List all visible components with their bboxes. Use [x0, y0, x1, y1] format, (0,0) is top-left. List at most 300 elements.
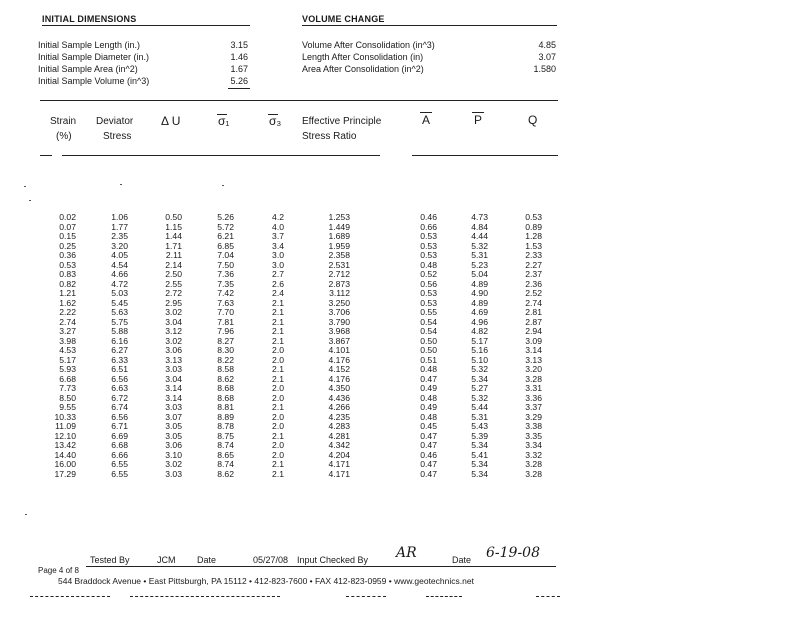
table-cell-strain: 9.55: [59, 402, 76, 412]
table-cell-sigma1: 7.50: [217, 259, 234, 270]
table-cell-du: 3.10: [165, 449, 182, 460]
table-cell-a: 0.47: [420, 468, 437, 479]
col-q-header: Q: [528, 113, 538, 127]
table-cell-a: 0.47: [420, 373, 437, 384]
table-cell-sigma3: 2.0: [272, 392, 284, 403]
table-cell-sigma3: 2.1: [272, 307, 284, 317]
table-cell-deviator: 4.54: [111, 259, 128, 270]
table-cell-sigma1: 8.68: [217, 383, 234, 393]
table-cell-sigma3: 2.7: [272, 269, 284, 279]
section-divider: [40, 100, 558, 101]
table-cell-sigma1: 7.63: [217, 297, 234, 308]
header-rule-right: [412, 155, 558, 156]
table-cell-sigma1: 5.72: [217, 221, 234, 232]
table-cell-a: 0.48: [420, 364, 437, 374]
column-strain: [42, 213, 76, 479]
volume-change-header: VOLUME CHANGE: [302, 14, 385, 24]
table-cell-deviator: 5.88: [111, 326, 128, 336]
table-cell-sigma3: 2.6: [272, 278, 284, 289]
table-cell-strain: 7.73: [59, 383, 76, 393]
table-cell-sigma3: 2.1: [272, 373, 284, 384]
table-cell-deviator: 6.27: [111, 345, 128, 355]
p-overbar: [472, 112, 484, 113]
table-cell-du: 3.04: [165, 316, 182, 327]
table-cell-p: 4.82: [471, 326, 488, 336]
initial-volume-value: 5.26: [230, 76, 248, 86]
table-cell-p: 5.17: [471, 335, 488, 346]
table-cell-du: 1.71: [165, 240, 182, 251]
length-after-label: Length After Consolidation (in): [302, 52, 424, 62]
table-cell-strain: 0.15: [59, 231, 76, 241]
table-cell-ratio: 4.266: [328, 402, 350, 412]
company-address: 544 Braddock Avenue • East Pittsburgh, PA 15112 • 412-823-7600 • FAX 412-823-0959 • www.geotechnics.net: [58, 576, 474, 586]
col-du-header: Δ U: [161, 114, 181, 128]
table-cell-q: 2.81: [525, 307, 542, 317]
table-cell-deviator: 6.68: [111, 440, 128, 450]
scan-speck: [24, 186, 26, 187]
table-cell-deviator: 6.71: [111, 421, 128, 431]
table-cell-q: 1.53: [525, 240, 542, 251]
col-sigma1-header: σ₁: [218, 114, 230, 128]
sigma1-overbar: [217, 114, 227, 115]
table-cell-p: 4.89: [471, 297, 488, 308]
table-cell-sigma3: 2.0: [272, 421, 284, 431]
table-cell-p: 5.39: [471, 430, 488, 441]
table-cell-sigma3: 2.0: [272, 345, 284, 355]
table-cell-sigma3: 4.2: [272, 212, 284, 222]
table-cell-p: 5.31: [471, 411, 488, 422]
table-cell-deviator: 5.45: [111, 297, 128, 308]
table-cell-du: 3.03: [165, 364, 182, 374]
table-cell-a: 0.48: [420, 259, 437, 270]
table-cell-sigma1: 8.65: [217, 449, 234, 460]
table-cell-sigma3: 2.1: [272, 335, 284, 346]
table-cell-du: 1.44: [165, 231, 182, 241]
table-cell-p: 5.10: [471, 354, 488, 365]
table-cell-sigma1: 7.04: [217, 250, 234, 260]
bottom-rule-2: [130, 596, 280, 597]
table-cell-p: 5.43: [471, 421, 488, 431]
table-cell-sigma1: 8.74: [217, 440, 234, 450]
table-cell-strain: 1.21: [59, 288, 76, 298]
table-cell-ratio: 4.176: [328, 354, 350, 365]
table-cell-a: 0.53: [420, 250, 437, 260]
table-cell-a: 0.45: [420, 421, 437, 431]
table-cell-sigma1: 8.22: [217, 354, 234, 365]
table-cell-q: 3.28: [525, 459, 542, 469]
table-cell-p: 5.41: [471, 449, 488, 460]
table-cell-sigma3: 2.4: [272, 288, 284, 298]
area-after-value: 1.580: [533, 64, 556, 74]
col-ratio-sub: Stress Ratio: [302, 131, 357, 142]
table-cell-q: 2.87: [525, 316, 542, 327]
table-cell-p: 5.34: [471, 459, 488, 469]
col-strain-unit: (%): [56, 131, 72, 142]
table-cell-a: 0.47: [420, 459, 437, 469]
table-cell-du: 3.06: [165, 440, 182, 450]
table-cell-q: 3.20: [525, 364, 542, 374]
table-cell-sigma3: 3.0: [272, 250, 284, 260]
column-p: [460, 213, 488, 479]
page-number: Page 4 of 8: [38, 566, 79, 575]
table-cell-a: 0.50: [420, 345, 437, 355]
table-cell-ratio: 1.449: [328, 221, 350, 232]
table-cell-du: 2.11: [165, 250, 182, 260]
table-cell-du: 1.15: [165, 221, 182, 232]
table-cell-deviator: 2.35: [111, 231, 128, 241]
table-cell-deviator: 6.56: [111, 411, 128, 422]
table-cell-du: 2.14: [165, 259, 182, 270]
table-cell-q: 3.09: [525, 335, 542, 346]
table-cell-a: 0.55: [420, 307, 437, 317]
table-cell-sigma3: 2.1: [272, 297, 284, 308]
table-cell-sigma3: 3.7: [272, 231, 284, 241]
table-cell-q: 2.33: [525, 250, 542, 260]
table-cell-a: 0.53: [420, 288, 437, 298]
table-cell-ratio: 3.112: [329, 288, 350, 298]
table-cell-sigma3: 2.0: [272, 440, 284, 450]
table-cell-strain: 5.17: [59, 354, 76, 365]
table-cell-ratio: 4.171: [328, 459, 350, 469]
table-cell-ratio: 4.101: [328, 345, 350, 355]
table-cell-a: 0.53: [420, 231, 437, 241]
table-cell-ratio: 3.867: [328, 335, 350, 346]
table-cell-p: 5.04: [471, 269, 488, 279]
table-cell-sigma3: 2.1: [272, 430, 284, 441]
table-cell-ratio: 4.171: [328, 468, 350, 479]
table-cell-a: 0.47: [420, 440, 437, 450]
table-cell-a: 0.46: [420, 212, 437, 222]
table-cell-sigma1: 8.58: [217, 364, 234, 374]
volume-header-rule: [302, 25, 557, 26]
table-cell-q: 3.28: [525, 468, 542, 479]
tested-date-label: Date: [197, 555, 217, 565]
column-a: [412, 213, 437, 479]
table-cell-deviator: 6.55: [111, 459, 128, 469]
table-cell-deviator: 3.20: [111, 240, 128, 251]
table-cell-sigma3: 2.0: [272, 383, 284, 393]
table-cell-ratio: 4.176: [328, 373, 350, 384]
table-cell-p: 4.96: [471, 316, 488, 327]
table-cell-p: 4.84: [471, 221, 488, 232]
table-cell-sigma1: 8.62: [217, 468, 234, 479]
table-cell-ratio: 3.706: [328, 307, 350, 317]
table-cell-du: 3.05: [165, 430, 182, 441]
sigma3-overbar: [268, 114, 278, 115]
checked-by-signature: AR: [396, 545, 417, 561]
table-cell-sigma1: 7.81: [217, 316, 234, 327]
table-cell-q: 3.32: [525, 449, 542, 460]
column-sigma1: [202, 213, 234, 479]
col-a-header: A: [422, 113, 431, 127]
table-cell-du: 3.12: [165, 326, 182, 336]
table-cell-a: 0.56: [420, 278, 437, 289]
table-cell-ratio: 1.959: [328, 240, 350, 251]
table-cell-strain: 3.27: [59, 326, 76, 336]
table-cell-sigma1: 8.81: [217, 402, 234, 412]
table-cell-deviator: 6.55: [111, 468, 128, 479]
col-p-header: P: [474, 113, 483, 127]
table-cell-deviator: 6.56: [111, 373, 128, 384]
table-cell-sigma1: 8.62: [217, 373, 234, 384]
table-cell-sigma1: 8.30: [217, 345, 234, 355]
table-cell-strain: 16.00: [54, 459, 76, 469]
table-cell-sigma1: 8.27: [217, 335, 234, 346]
table-cell-du: 3.02: [165, 459, 182, 469]
scan-speck: [120, 184, 122, 185]
table-cell-strain: 0.36: [59, 250, 76, 260]
table-cell-q: 0.89: [525, 221, 542, 232]
bottom-rule-5: [536, 596, 560, 597]
table-cell-du: 3.02: [165, 335, 182, 346]
table-cell-ratio: 3.790: [328, 316, 350, 327]
a-overbar: [420, 112, 432, 113]
table-cell-p: 4.69: [471, 307, 488, 317]
column-deviator: [96, 213, 128, 479]
table-cell-du: 2.50: [165, 269, 182, 279]
vol-after-label: Volume After Consolidation (in^3): [302, 40, 435, 50]
table-cell-q: 2.37: [525, 269, 542, 279]
initial-dimensions-header: INITIAL DIMENSIONS: [42, 14, 137, 24]
initial-length-label: Initial Sample Length (in.): [38, 40, 141, 50]
table-cell-du: 3.14: [165, 383, 182, 393]
table-cell-ratio: 3.968: [328, 326, 350, 336]
table-cell-du: 2.55: [165, 278, 182, 289]
initial-area-value: 1.67: [230, 64, 248, 74]
table-cell-du: 3.05: [165, 421, 182, 431]
table-cell-q: 3.34: [525, 440, 542, 450]
table-cell-sigma1: 8.78: [217, 421, 234, 431]
table-cell-du: 3.02: [165, 307, 182, 317]
table-cell-ratio: 1.253: [328, 212, 350, 222]
table-cell-a: 0.66: [420, 221, 437, 232]
table-cell-deviator: 6.51: [111, 364, 128, 374]
header-rule-short: [40, 155, 52, 156]
table-cell-sigma3: 2.1: [272, 459, 284, 469]
table-cell-ratio: 2.873: [328, 278, 350, 289]
column-du: [150, 213, 182, 479]
table-cell-q: 3.28: [525, 373, 542, 384]
table-cell-deviator: 6.74: [111, 402, 128, 412]
table-cell-q: 3.13: [525, 354, 542, 365]
col-deviator-sub: Stress: [103, 131, 132, 142]
table-cell-a: 0.53: [420, 297, 437, 308]
initial-header-rule: [42, 25, 250, 26]
table-cell-du: 3.03: [165, 402, 182, 412]
table-cell-q: 3.29: [525, 411, 542, 422]
table-cell-deviator: 6.33: [111, 354, 128, 365]
table-cell-deviator: 6.66: [111, 449, 128, 460]
table-cell-sigma3: 3.4: [272, 240, 284, 251]
table-cell-ratio: 3.250: [328, 297, 350, 308]
scan-speck: [29, 200, 31, 201]
col-deviator-header: Deviator: [96, 116, 134, 127]
table-cell-p: 5.23: [471, 259, 488, 270]
table-cell-deviator: 5.03: [111, 288, 128, 298]
table-cell-q: 2.94: [525, 326, 542, 336]
checked-by-label: Input Checked By: [297, 555, 369, 565]
table-cell-ratio: 4.235: [328, 411, 350, 422]
table-cell-a: 0.47: [420, 430, 437, 441]
table-cell-sigma1: 8.75: [217, 430, 234, 441]
table-cell-p: 4.90: [471, 288, 488, 298]
table-cell-strain: 0.53: [59, 259, 76, 270]
table-cell-du: 2.72: [165, 288, 182, 298]
table-cell-q: 2.52: [525, 288, 542, 298]
table-cell-p: 5.32: [471, 392, 488, 403]
col-ratio-header: Effective Principle: [302, 116, 382, 127]
table-cell-ratio: 2.712: [328, 269, 350, 279]
table-cell-deviator: 4.66: [111, 269, 128, 279]
table-cell-sigma3: 3.0: [272, 259, 284, 270]
table-cell-ratio: 4.283: [328, 421, 350, 431]
table-cell-strain: 8.50: [59, 392, 76, 403]
table-cell-p: 4.44: [471, 231, 488, 241]
table-cell-du: 3.07: [165, 411, 182, 422]
table-cell-deviator: 1.06: [111, 212, 128, 222]
table-cell-a: 0.48: [420, 411, 437, 422]
table-cell-du: 2.95: [165, 297, 182, 308]
table-cell-p: 5.16: [471, 345, 488, 355]
table-cell-p: 5.34: [471, 440, 488, 450]
table-cell-strain: 0.83: [59, 269, 76, 279]
table-cell-strain: 2.22: [59, 307, 76, 317]
table-cell-a: 0.46: [420, 449, 437, 460]
table-cell-strain: 14.40: [54, 449, 76, 460]
table-cell-ratio: 4.350: [328, 383, 350, 393]
table-cell-a: 0.51: [420, 354, 437, 365]
table-cell-q: 3.14: [525, 345, 542, 355]
table-cell-a: 0.53: [420, 240, 437, 251]
table-cell-sigma3: 2.0: [272, 411, 284, 422]
table-cell-ratio: 4.281: [328, 430, 350, 441]
table-cell-a: 0.54: [420, 316, 437, 327]
table-cell-deviator: 4.72: [111, 278, 128, 289]
table-cell-strain: 2.74: [59, 316, 76, 327]
signature-rule: [86, 566, 556, 567]
table-cell-sigma3: 2.1: [272, 316, 284, 327]
table-cell-q: 2.74: [525, 297, 542, 308]
table-cell-sigma3: 2.0: [272, 354, 284, 365]
tested-by-label: Tested By: [90, 555, 130, 565]
table-cell-deviator: 6.63: [111, 383, 128, 393]
table-cell-sigma3: 2.0: [272, 449, 284, 460]
table-cell-du: 0.50: [165, 212, 182, 222]
table-cell-ratio: 4.204: [328, 449, 350, 460]
table-cell-a: 0.49: [420, 383, 437, 393]
table-cell-ratio: 4.436: [328, 392, 350, 403]
tested-date-value: 05/27/08: [253, 555, 289, 565]
table-cell-strain: 0.82: [59, 278, 76, 289]
table-cell-sigma1: 6.85: [217, 240, 234, 251]
table-cell-sigma3: 2.1: [272, 326, 284, 336]
table-cell-q: 3.37: [525, 402, 542, 412]
table-cell-strain: 10.33: [54, 411, 76, 422]
table-cell-q: 3.31: [525, 383, 542, 393]
table-cell-ratio: 1.689: [328, 231, 350, 241]
table-cell-sigma1: 8.74: [217, 459, 234, 469]
table-cell-sigma1: 7.96: [217, 326, 234, 336]
table-cell-du: 3.13: [165, 354, 182, 365]
table-cell-strain: 11.09: [55, 421, 76, 431]
table-cell-strain: 1.62: [59, 297, 76, 308]
table-cell-p: 5.34: [471, 468, 488, 479]
table-cell-sigma3: 2.1: [272, 364, 284, 374]
table-cell-du: 3.04: [165, 373, 182, 384]
table-cell-p: 4.73: [471, 212, 488, 222]
col-strain-header: Strain: [50, 116, 77, 127]
bottom-rule-1: [30, 596, 110, 597]
table-cell-du: 3.06: [165, 345, 182, 355]
initial-diameter-value: 1.46: [230, 52, 248, 62]
vol-after-value: 4.85: [538, 40, 556, 50]
column-q: [514, 213, 542, 479]
initial-volume-rule: [228, 88, 250, 89]
tested-by-value: JCM: [157, 555, 176, 565]
table-cell-deviator: 6.72: [111, 392, 128, 403]
table-cell-du: 3.03: [165, 468, 182, 479]
table-cell-sigma1: 6.21: [217, 231, 234, 241]
table-cell-sigma3: 4.0: [272, 221, 284, 232]
area-after-label: Area After Consolidation (in^2): [302, 64, 424, 74]
table-cell-q: 1.28: [525, 231, 542, 241]
table-cell-p: 5.27: [471, 383, 488, 393]
table-cell-deviator: 1.77: [111, 221, 128, 232]
table-cell-q: 3.38: [525, 421, 542, 431]
table-cell-q: 2.27: [525, 259, 542, 270]
table-cell-sigma3: 2.1: [272, 468, 284, 479]
table-cell-strain: 3.98: [59, 335, 76, 346]
table-cell-ratio: 4.342: [328, 440, 350, 450]
table-cell-strain: 0.02: [59, 212, 76, 222]
length-after-value: 3.07: [538, 52, 556, 62]
scan-speck: [25, 514, 27, 515]
table-cell-du: 3.14: [165, 392, 182, 403]
table-cell-deviator: 6.16: [111, 335, 128, 346]
table-cell-deviator: 5.75: [111, 316, 128, 327]
table-cell-strain: 13.42: [54, 440, 76, 450]
col-sigma3-header: σ₃: [269, 114, 282, 128]
header-rule-main: [62, 155, 380, 156]
initial-diameter-label: Initial Sample Diameter (in.): [38, 52, 150, 62]
table-cell-a: 0.50: [420, 335, 437, 346]
table-cell-p: 5.32: [471, 364, 488, 374]
table-cell-p: 5.32: [471, 240, 488, 251]
table-cell-ratio: 2.531: [328, 259, 350, 270]
checked-date-value: 6-19-08: [486, 545, 540, 561]
initial-area-label: Initial Sample Area (in^2): [38, 64, 138, 74]
table-cell-strain: 0.07: [59, 221, 76, 232]
bottom-rule-4: [426, 596, 462, 597]
table-cell-p: 5.31: [471, 250, 488, 260]
table-cell-ratio: 4.152: [328, 364, 350, 374]
table-cell-strain: 5.93: [59, 364, 76, 374]
table-cell-q: 0.53: [525, 212, 542, 222]
table-cell-strain: 6.68: [59, 373, 76, 384]
table-cell-deviator: 4.05: [111, 250, 128, 260]
table-cell-sigma1: 8.68: [217, 392, 234, 403]
table-cell-p: 5.34: [471, 373, 488, 384]
table-cell-deviator: 6.69: [111, 430, 128, 441]
table-cell-strain: 0.25: [59, 240, 76, 251]
column-sigma3: [262, 213, 284, 479]
table-cell-deviator: 5.63: [111, 307, 128, 317]
table-cell-sigma1: 7.42: [217, 288, 234, 298]
table-cell-ratio: 2.358: [328, 250, 350, 260]
table-cell-strain: 12.10: [54, 430, 76, 441]
table-cell-sigma1: 5.26: [217, 212, 234, 222]
table-cell-sigma3: 2.1: [272, 402, 284, 412]
